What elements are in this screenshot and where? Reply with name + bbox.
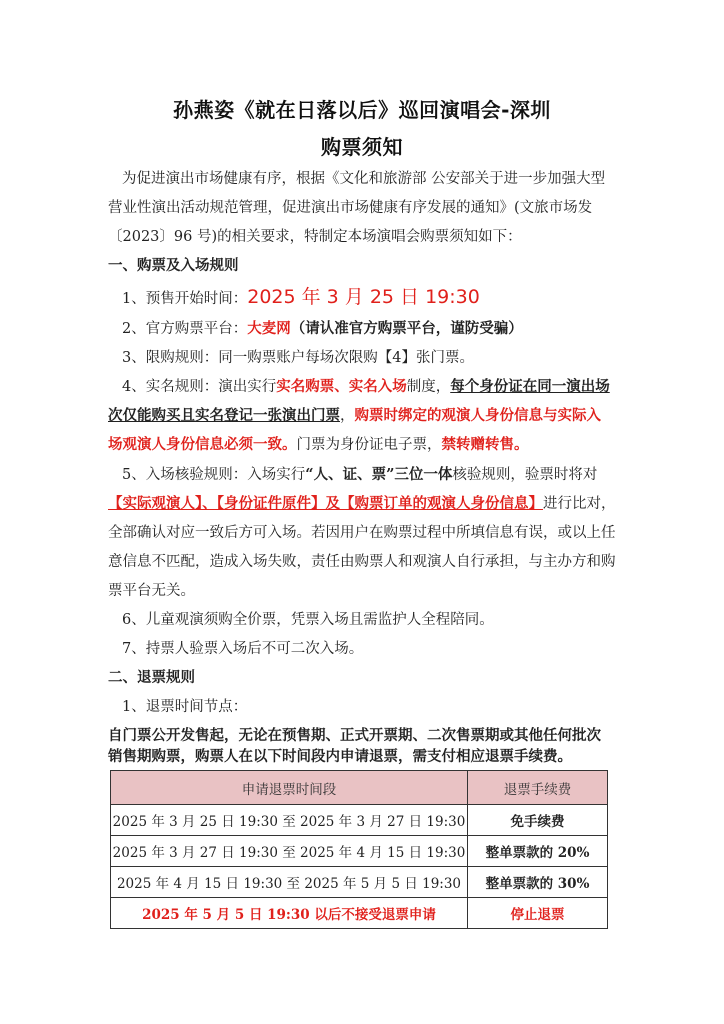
page-title: 孙燕姿《就在日落以后》巡回演唱会-深圳 xyxy=(173,98,551,122)
realname-highlight: 场观演人身份信息必须一致。 xyxy=(108,436,297,453)
realname-highlight: 购票时绑定的观演人身份信息与实际入 xyxy=(354,407,601,424)
realname-rule-line-3 xyxy=(108,436,618,454)
table-row xyxy=(111,836,608,867)
presale-label: 1、预售开始时间： xyxy=(122,291,248,307)
table-row xyxy=(111,867,608,898)
reentry-rule: 7、持票人验票入场后不可二次入场。 xyxy=(122,641,364,657)
page-subtitle: 购票须知 xyxy=(321,135,403,159)
intro-line-1: 为促进演出市场健康有序，根据《文化和旅游部 公安部关于进一步加强大型 xyxy=(122,171,606,187)
refund-period: 2025 年 3 月 27 日 19:30 至 2025 年 4 月 15 日 19:30 xyxy=(111,836,468,867)
realname-text: 门票为身份证电子票， xyxy=(296,437,442,453)
refund-period: 2025 年 5 月 5 日 19:30 以后不接受退票申请 xyxy=(111,898,468,929)
refund-fee: 免手续费 xyxy=(468,805,608,836)
platform-note: （请认准官方购票平台，谨防受骗） xyxy=(290,320,523,337)
check-rule-line-3: 全部确认对应一致后方可入场。若因用户在购票过程中所填信息有误，或以上任 xyxy=(108,525,616,541)
platform-rule xyxy=(122,320,632,338)
refund-notice-line-2: 销售期购票，购票人在以下时间段内申请退票，需支付相应退票手续费。 xyxy=(108,748,572,765)
refund-notice-line-1: 自门票公开发售起，无论在预售期、正式开票期、二次售票期或其他任何批次 xyxy=(108,727,601,744)
check-rule-line-1 xyxy=(122,466,632,484)
platform-name: 大麦网 xyxy=(247,320,291,337)
check-rule-line-5: 票平台无关。 xyxy=(108,583,195,599)
presale-rule xyxy=(122,288,632,308)
refund-period: 2025 年 4 月 15 日 19:30 至 2025 年 5 月 5 日 19:30 xyxy=(111,867,468,898)
check-bold: “人、证、票”三位一体 xyxy=(305,466,453,483)
check-rule-line-4: 意信息不匹配，造成入场失败，责任由购票人和观演人自行承担，与主办方和购 xyxy=(108,554,616,570)
refund-fee-table xyxy=(110,770,608,929)
table-header-row xyxy=(111,771,608,805)
check-highlight: 【实际观演人】、【身份证件原件】及【购票订单的观演人身份信息】 xyxy=(108,495,543,512)
intro-line-3: 〔2023〕96 号)的相关要求，特制定本场演唱会购票须知如下： xyxy=(108,229,522,245)
presale-time: 2025 年 3 月 25 日 19:30 xyxy=(247,286,480,308)
realname-text: 制度， xyxy=(406,379,451,395)
section-1-heading: 一、购票及入场规则 xyxy=(108,258,239,274)
realname-highlight: 禁转赠转售。 xyxy=(441,436,529,453)
refund-fee: 整单票款的 30% xyxy=(468,867,608,898)
realname-highlight: 实名购票、实名入场 xyxy=(276,378,407,395)
table-row xyxy=(111,898,608,929)
children-rule: 6、儿童观演须购全价票，凭票入场且需监护人全程陪同。 xyxy=(122,612,494,628)
platform-label: 2、官方购票平台： xyxy=(122,321,248,337)
realname-underline: 每个身份证在同一演出场 xyxy=(450,378,610,395)
realname-text: ， xyxy=(340,408,355,424)
purchase-limit-rule: 3、限购规则：同一购票账户每场次限购【4】张门票。 xyxy=(122,350,474,366)
check-rule-line-2 xyxy=(108,495,618,513)
realname-text: 4、实名规则：演出实行 xyxy=(122,379,277,395)
refund-fee: 整单票款的 20% xyxy=(468,836,608,867)
realname-rule-line-2 xyxy=(108,407,618,425)
intro-line-2: 营业性演出活动规范管理，促进演出市场健康有序发展的通知》(文旅市场发 xyxy=(108,200,593,216)
table-row xyxy=(111,805,608,836)
check-text: 进行比对， xyxy=(543,496,616,512)
refund-node-title: 1、退票时间节点： xyxy=(122,699,248,715)
realname-rule-line-1 xyxy=(122,378,632,396)
table-header-fee: 退票手续费 xyxy=(468,771,608,805)
check-text: 5、入场核验规则：入场实行 xyxy=(122,467,306,483)
table-header-period: 申请退票时间段 xyxy=(111,771,468,805)
refund-period: 2025 年 3 月 25 日 19:30 至 2025 年 3 月 27 日 19:30 xyxy=(111,805,468,836)
realname-underline: 次仅能购买且实名登记一张演出门票 xyxy=(108,407,340,424)
refund-fee: 停止退票 xyxy=(468,898,608,929)
check-text: 核验规则，验票时将对 xyxy=(452,467,598,483)
section-2-heading: 二、退票规则 xyxy=(108,670,195,686)
